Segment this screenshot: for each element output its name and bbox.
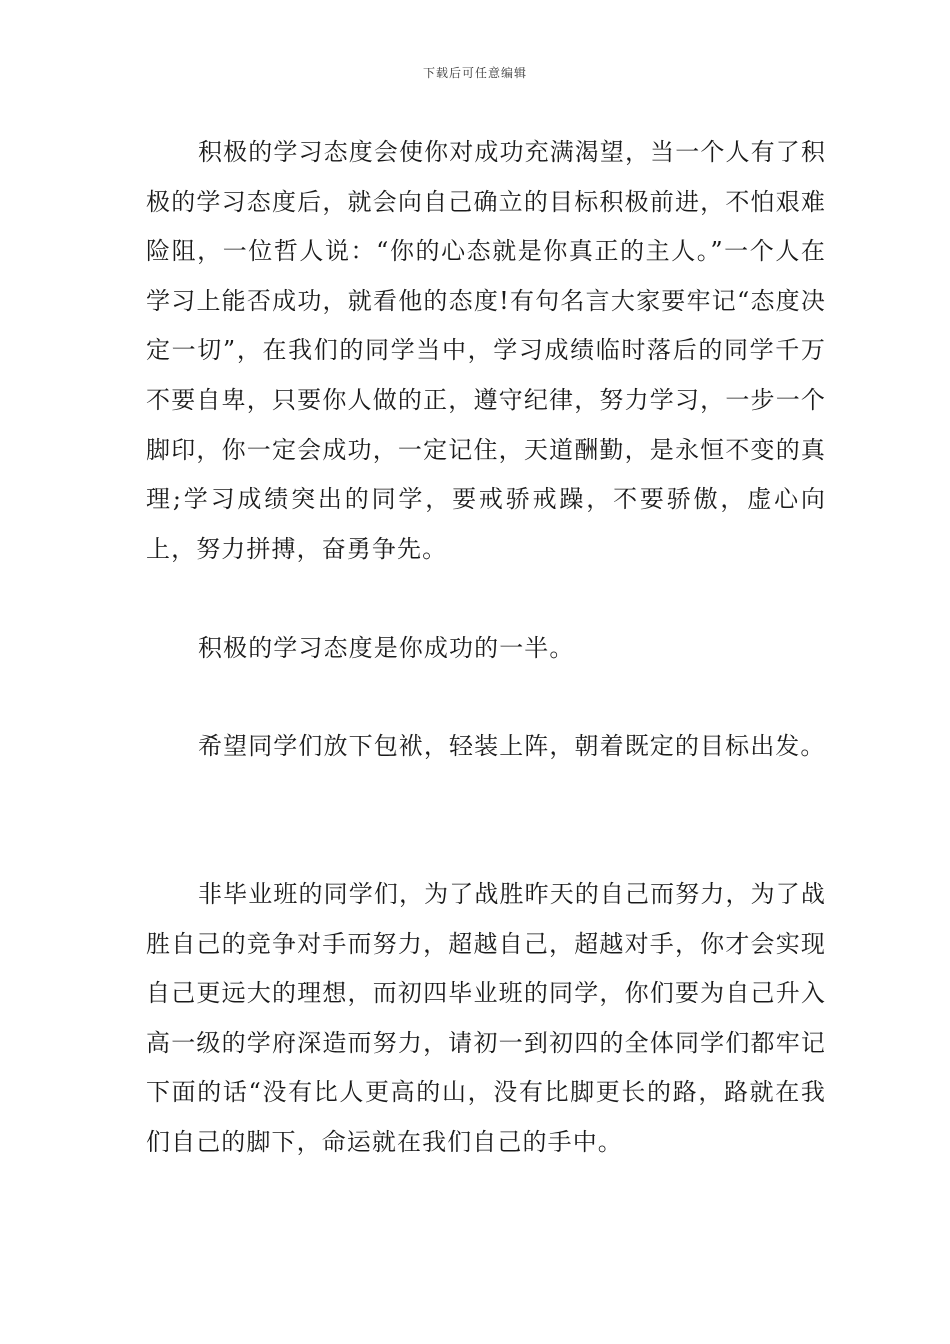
page-header: 下载后可任意编辑 xyxy=(422,66,527,80)
paragraph-half-success: 积极的学习态度是你成功的一半。 xyxy=(198,634,575,662)
paragraph-non-graduating: 非毕业班的同学们，为了战胜昨天的自己而努力，为了战胜自己的竞争对手而努力，超越自己，超越对手，你才会实现自己更远大的理想，而初四毕业班的同学，你们要为自己升入高一级的学府深造而努力，请初一到初四的全体同学们都牢记下面的话“没有比人更高的山，没有比脚更长的路，路就在我们自己的脚下，命运就在我们自己的手中。 xyxy=(146,880,826,1156)
paragraph-set-off: 希望同学们放下包袱，轻装上阵，朝着既定的目标出发。 xyxy=(198,732,826,760)
paragraph-attitude: 积极的学习态度会使你对成功充满渴望，当一个人有了积极的学习态度后，就会向自己确立的目标积极前进，不怕艰难险阻，一位哲人说：“你的心态就是你真正的主人。”一个人在学习上能否成功，就看他的态度!有句名言大家要牢记“态度决定一切”，在我们的同学当中，学习成绩临时落后的同学千万不要自卑，只要你人做的正，遵守纪律，努力学习，一步一个脚印，你一定会成功，一定记住，天道酬勤，是永恒不变的真理;学习成绩突出的同学，要戒骄戒躁，不要骄傲，虚心向上，努力拼搏，奋勇争先。 xyxy=(146,138,826,563)
